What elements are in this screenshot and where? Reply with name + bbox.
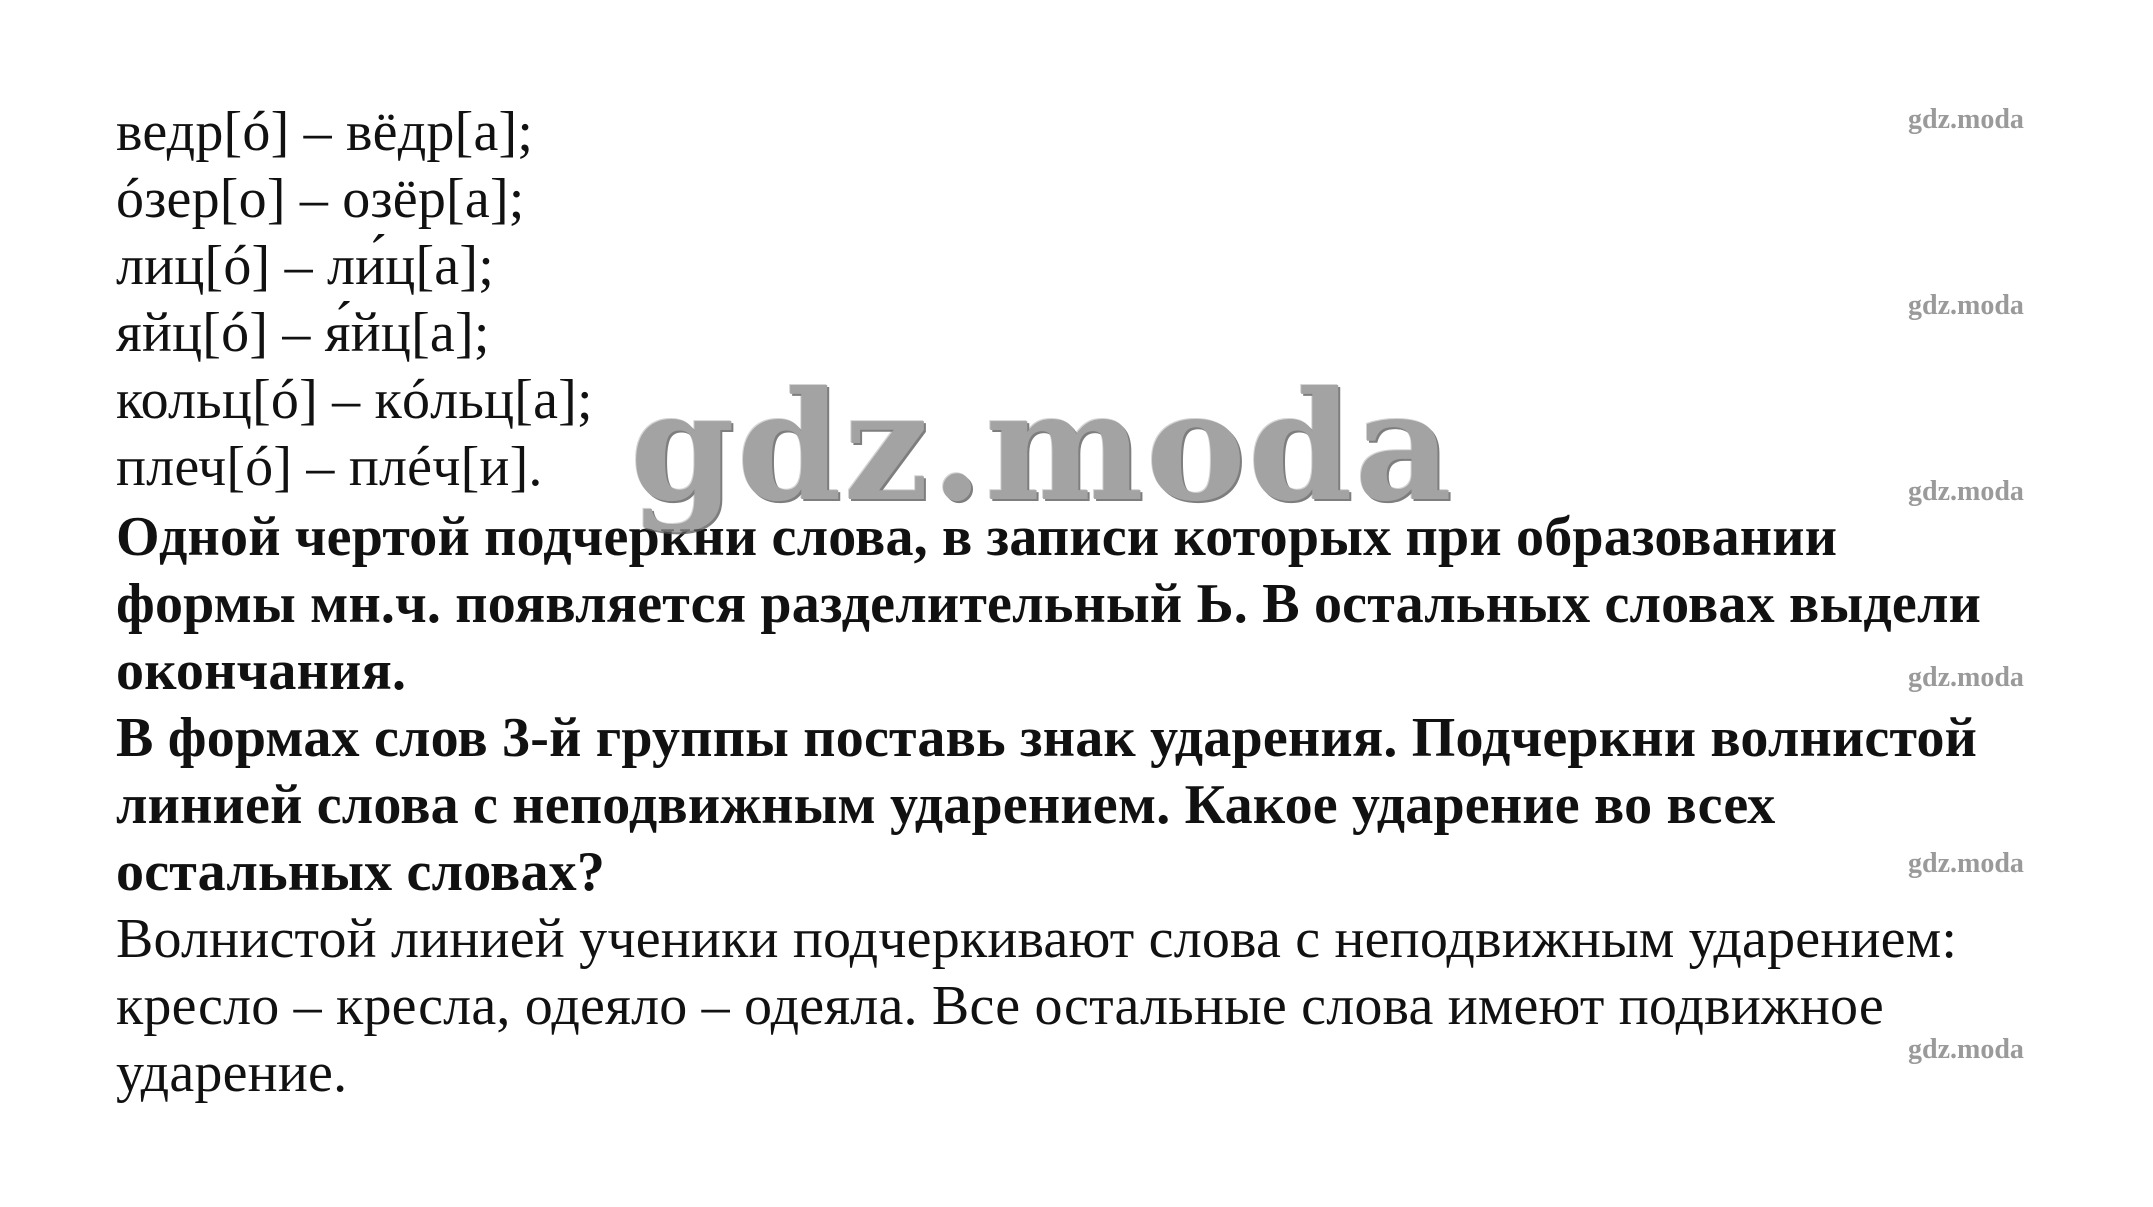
task2-line: В формах слов 3-й группы поставь знак ударения. Подчеркни волнистой [116,707,1978,769]
word-pair-line: кольц[ó] – кóльц[а]; [116,369,593,431]
task1-line: Одной чертой подчеркни слова, в записи которых при образовании [116,506,1838,568]
watermark-large: gdz.moda [630,359,1455,535]
task1-line: окончания. [116,640,407,702]
answer-line: кресло – кресла, одеяло – одеяла. Все остальные слова имеют подвижное [116,975,1884,1037]
word-pair-line: лиц[ó] – ли́ц[а]; [116,235,494,297]
word-pair-line: óзер[о] – озёр[а]; [116,168,525,230]
answer-line: Волнистой линией ученики подчеркивают слова с неподвижным ударением: [116,908,1958,970]
watermark-small: gdz.moda [1908,476,2024,507]
task2-line: остальных словах? [116,841,606,903]
watermark-small: gdz.moda [1908,290,2024,321]
task2-line: линией слова с неподвижным ударением. Какое ударение во всех [116,774,1776,836]
watermark-small: gdz.moda [1908,1034,2024,1065]
task1-line: формы мн.ч. появляется разделительный Ь. В остальных словах выдели [116,573,1982,635]
watermark-small: gdz.moda [1908,848,2024,879]
word-pair-line: яйц[ó] – я́йц[а]; [116,302,490,364]
word-pair-line: плеч[ó] – плéч[и]. [116,436,543,498]
answer-line: ударение. [116,1042,348,1104]
word-pair-line: ведр[ó] – вёдр[а]; [116,101,534,163]
watermark-small: gdz.moda [1908,662,2024,693]
watermark-small: gdz.moda [1908,104,2024,135]
